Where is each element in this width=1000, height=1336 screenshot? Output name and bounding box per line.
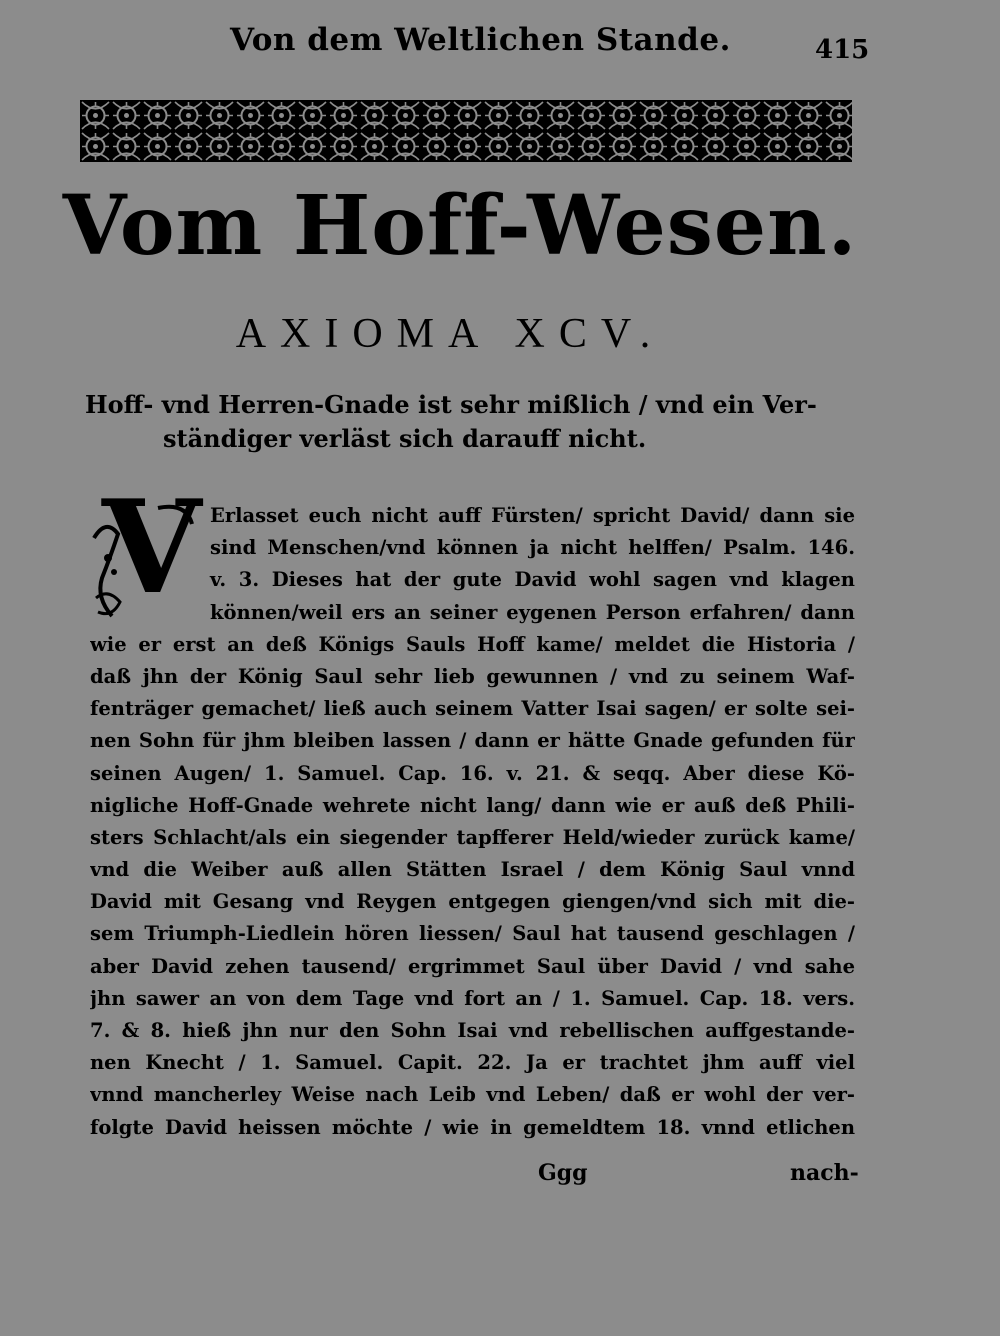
body-line: nigliche Hoff-Gnade wehrete nicht lang/ dann wie er auß deß Phili- — [90, 793, 855, 817]
body-line: David mit Gesang vnd Reygen entgegen giengen/vnd sich mit die- — [90, 890, 855, 914]
body-line: jhn sawer an von dem Tage vnd fort an / 1. Samuel. Cap. 18. vers. — [90, 986, 855, 1010]
axiom-statement — [85, 388, 855, 456]
body-line: nen Sohn für jhm bleiben lassen / dann er hätte Gnade gefunden für — [90, 729, 855, 753]
running-head: Von dem Weltlichen Stande. — [230, 22, 731, 58]
body-line: v. 3. Dieses hat der gute David wohl sagen vnd klagen — [210, 568, 855, 592]
body-line: folgte David heissen möchte / wie in gemeldtem 18. vnnd etlichen — [90, 1115, 855, 1139]
chapter-title: Vom Hoff-Wesen. — [62, 178, 858, 274]
catchword: nach- — [790, 1160, 859, 1186]
initial-letter: V — [102, 473, 202, 623]
body-line: vnnd mancherley Weise nach Leib vnd Leben/ daß er wohl der ver- — [90, 1083, 855, 1107]
body-line: 7. & 8. hieß jhn nur den Sohn Isai vnd rebellischen auffgestande- — [90, 1019, 855, 1042]
body-line: sem Triumph-Liedlein hören liessen/ Saul hat tausend geschlagen / — [90, 922, 855, 946]
signature-mark: Ggg — [538, 1160, 588, 1186]
axiom-heading: AXIOMA XCV. — [235, 311, 665, 357]
body-line: Erlasset euch nicht auff Fürsten/ spricht David/ dann sie — [210, 504, 855, 527]
page-number: 415 — [815, 35, 870, 65]
body-line: sind Menschen/vnd können ja nicht helffen/ Psalm. 146. — [210, 536, 855, 560]
body-line: aber David zehen tausend/ ergrimmet Saul über David / vnd sahe — [90, 954, 855, 978]
body-line: nen Knecht / 1. Samuel. Capit. 22. Ja er trachtet jhm auff viel — [90, 1051, 855, 1075]
ornamental-border — [80, 100, 852, 162]
axiom-statement-line: Hoff- vnd Herren-Gnade ist sehr mißlich / vnd ein Ver- — [85, 390, 817, 419]
ornament-pattern — [80, 100, 852, 162]
body-line: fenträger gemachet/ ließ auch seinem Vatter Isai sagen/ er solte sei- — [90, 697, 855, 721]
body-line: seinen Augen/ 1. Samuel. Cap. 16. v. 21. & seqq. Aber diese Kö- — [90, 761, 855, 785]
body-line: wie er erst an deß Königs Sauls Hoff kame/ meldet die Historia / — [90, 632, 855, 656]
body-line: sters Schlacht/als ein siegender tapfferer Held/wieder zurück kame/ — [90, 825, 855, 849]
body-line: können/weil ers an seiner eygenen Person erfahren/ dann — [210, 600, 855, 624]
body-line: daß jhn der König Saul sehr lieb gewunnen / vnd zu seinem Waf- — [90, 664, 855, 688]
body-text — [90, 500, 855, 1144]
axiom-statement-line: ständiger verläst sich darauff nicht. — [163, 424, 647, 453]
body-line: vnd die Weiber auß allen Stätten Israel / dem König Saul vnnd — [90, 858, 855, 882]
